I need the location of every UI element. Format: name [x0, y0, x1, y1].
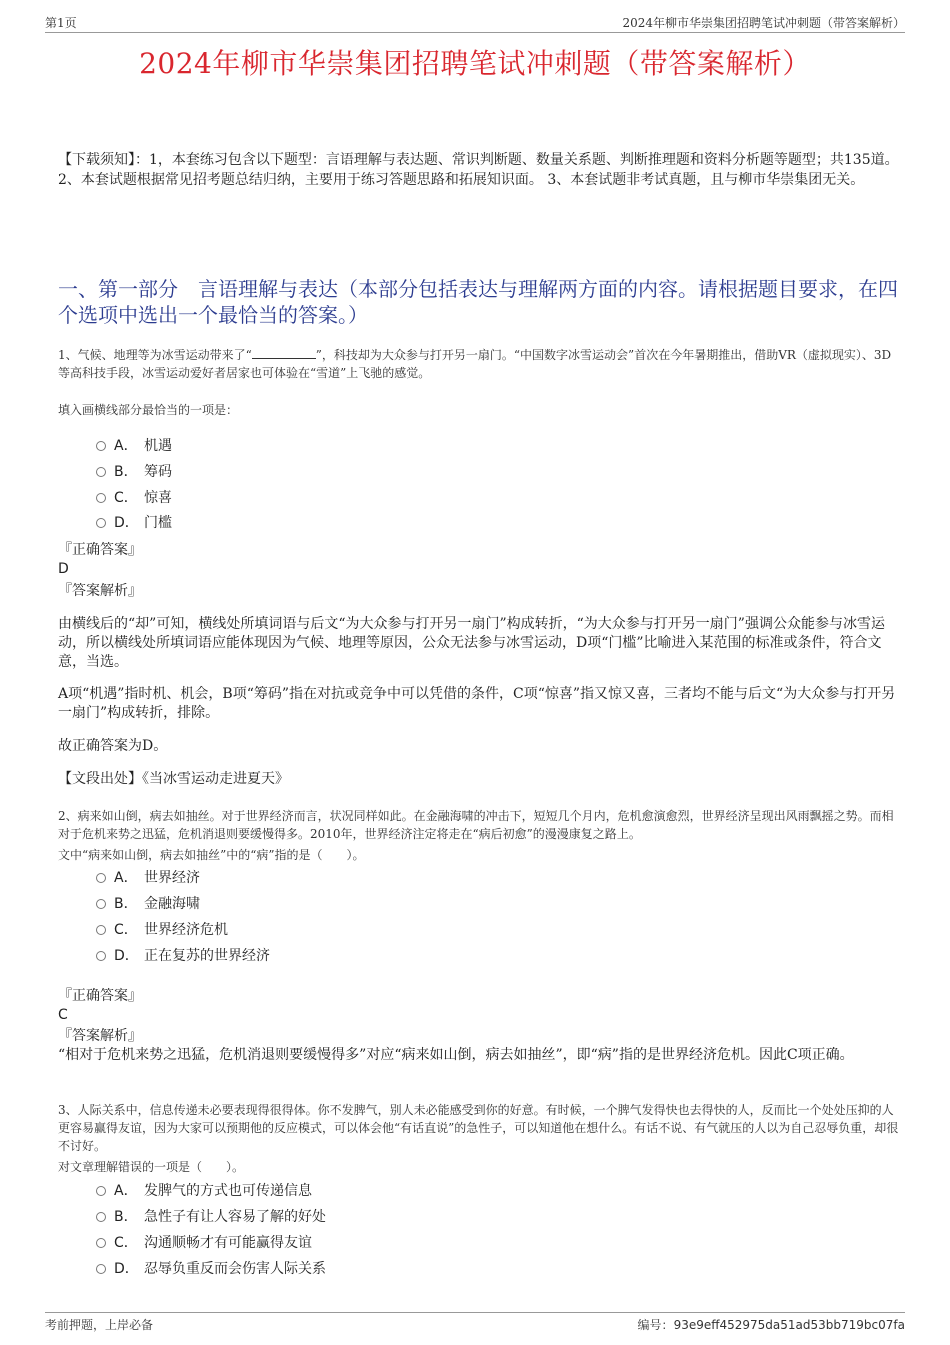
page-header: [45, 14, 905, 33]
question-1-stem: [58, 346, 900, 382]
option-letter: D．: [114, 1261, 139, 1277]
question-3-prompt: 对文章理解错误的一项是（ ）。: [58, 1160, 245, 1174]
option-letter: A．: [114, 870, 138, 886]
q3-option-c[interactable]: [96, 1234, 312, 1252]
radio-icon[interactable]: [96, 441, 106, 451]
option-text: 门槛: [144, 515, 172, 531]
option-letter: A．: [114, 438, 138, 454]
question-1-prompt: 填入画横线部分最恰当的一项是：: [58, 403, 239, 417]
radio-icon[interactable]: [96, 925, 106, 935]
option-letter: A．: [114, 1183, 138, 1199]
code-label: 编号：: [637, 1318, 674, 1332]
option-letter: B．: [114, 896, 138, 912]
question-3-stem: 3、人际关系中，信息传递未必要表现得很得体。你不发脾气，别人未必能感受到你的好意。有时候，一个脾气发得快也去得快的人，反而比一个处处压抑的人更容易赢得友谊，因为大家可以预期他的反应模式，可以体会他“有话直说”的急性子，可以知道他在想什么。有话不说、有气就压的人以为自己忍辱负重，却很不讨好。: [58, 1103, 899, 1153]
q2-analysis: “相对于危机来势之迅猛，危机消退则要缓慢得多”对应“病来如山倒，病去如抽丝”，即“病”指的是世界经济危机。因此C项正确。: [58, 1047, 854, 1063]
q3-option-a[interactable]: [96, 1182, 312, 1200]
radio-icon[interactable]: [96, 951, 106, 961]
option-text: 急性子有让人容易了解的好处: [144, 1209, 326, 1225]
document-code: [638, 1316, 905, 1333]
radio-icon[interactable]: [96, 467, 106, 477]
option-text: 发脾气的方式也可传递信息: [144, 1183, 312, 1199]
option-text: 忍辱负重反而会伤害人际关系: [144, 1261, 326, 1277]
option-text: 世界经济: [144, 870, 200, 886]
q2-answer: C: [58, 1007, 68, 1023]
q1-option-a[interactable]: [96, 437, 172, 455]
header-doc-title: 2024年柳市华崇集团招聘笔试冲刺题（带答案解析）: [622, 16, 905, 30]
q1-stem-part-b: ”，科技却为大众参与打开另一扇门。“中国数字冰雪运动会”首次在今年暑期推出，借助VR（虚拟现实）、3D等高科技手段，冰雪运动爱好者居家也可体验在“雪道”上飞驰的感觉。: [58, 348, 892, 380]
page-footer: [45, 1312, 905, 1335]
option-letter: C．: [114, 490, 138, 506]
q3-option-b[interactable]: [96, 1208, 326, 1226]
radio-icon[interactable]: [96, 873, 106, 883]
option-letter: B．: [114, 464, 138, 480]
option-text: 筹码: [144, 464, 172, 480]
radio-icon[interactable]: [96, 518, 106, 528]
page-number: 第1页: [45, 16, 77, 30]
option-text: 世界经济危机: [144, 922, 228, 938]
radio-icon[interactable]: [96, 1238, 106, 1248]
option-letter: B．: [114, 1209, 138, 1225]
q1-answer: D: [58, 561, 69, 577]
q2-analysis-label: 『答案解析』: [58, 1028, 142, 1044]
option-letter: D．: [114, 515, 139, 531]
q3-option-d[interactable]: [96, 1260, 326, 1278]
code-value: 93e9eff452975da51ad53bb719bc07fa: [673, 1318, 905, 1332]
section-heading: 一、第一部分 言语理解与表达（本部分包括表达与理解两方面的内容。请根据题目要求，在四个选项中选出一个最恰当的答案。）: [58, 277, 898, 327]
q1-stem-part-a: 1、气候、地理等为冰雪运动带来了“: [58, 348, 252, 362]
q2-option-d[interactable]: [96, 947, 270, 965]
q1-option-c[interactable]: [96, 489, 172, 507]
footer-slogan: 考前押题，上岸必备: [45, 1318, 154, 1332]
page-title: 2024年柳市华崇集团招聘笔试冲刺题（带答案解析）: [139, 47, 811, 80]
q2-option-c[interactable]: [96, 921, 228, 939]
option-text: 金融海啸: [144, 896, 200, 912]
option-letter: C．: [114, 922, 138, 938]
q1-source: 【文段出处】《当冰雪运动走进夏天》: [58, 771, 289, 787]
download-notice: 【下载须知】：1，本套练习包含以下题型：言语理解与表达题、常识判断题、数量关系题、判断推理题和资料分析题等题型；共135道。 2、本套试题根据常见招考题总结归纳，主要用于练习答题思路和拓展知识面。 3、本套试题非考试真题，且与柳市华崇集团无关。: [58, 152, 899, 188]
option-text: 惊喜: [144, 490, 172, 506]
option-letter: C．: [114, 1235, 138, 1251]
radio-icon[interactable]: [96, 899, 106, 909]
question-2-prompt: 文中“病来如山倒，病去如抽丝”中的“病”指的是（ ）。: [58, 848, 365, 862]
q2-option-a[interactable]: [96, 869, 200, 887]
option-text: 正在复苏的世界经济: [144, 948, 270, 964]
q2-option-b[interactable]: [96, 895, 200, 913]
question-2-stem: 2、病来如山倒，病去如抽丝。对于世界经济而言，状况同样如此。在金融海啸的冲击下，短短几个月内，危机愈演愈烈，世界经济呈现出风雨飘摇之势。而相对于危机来势之迅猛，危机消退则要缓慢得多。2010年，世界经济注定将走在“病后初愈”的漫漫康复之路上。: [58, 809, 894, 841]
q2-answer-label: 『正确答案』: [58, 988, 142, 1004]
option-text: 机遇: [144, 438, 172, 454]
option-text: 沟通顺畅才有可能赢得友谊: [144, 1235, 312, 1251]
q1-answer-label: 『正确答案』: [58, 542, 142, 558]
q1-option-d[interactable]: [96, 514, 172, 532]
fill-blank: [252, 348, 316, 359]
q1-analysis-para-3: 故正确答案为D。: [58, 738, 168, 754]
q1-option-b[interactable]: [96, 463, 172, 481]
q1-analysis-label: 『答案解析』: [58, 583, 142, 599]
radio-icon[interactable]: [96, 1212, 106, 1222]
q1-analysis-para-2: A项“机遇”指时机、机会，B项“筹码”指在对抗或竞争中可以凭借的条件，C项“惊喜”指又惊又喜，三者均不能与后文“为大众参与打开另一扇门”构成转折，排除。: [58, 686, 896, 721]
option-letter: D．: [114, 948, 139, 964]
radio-icon[interactable]: [96, 1186, 106, 1196]
q1-analysis-para-1: 由横线后的“却”可知，横线处所填词语与后文“为大众参与打开另一扇门”构成转折，“为大众参与打开另一扇门”强调公众能参与冰雪运动，所以横线处所填词语应能体现因为气候、地理等原因，公众无法参与冰雪运动，D项“门槛”比喻进入某范围的标准或条件，符合文意，当选。: [58, 616, 885, 670]
radio-icon[interactable]: [96, 493, 106, 503]
radio-icon[interactable]: [96, 1264, 106, 1274]
